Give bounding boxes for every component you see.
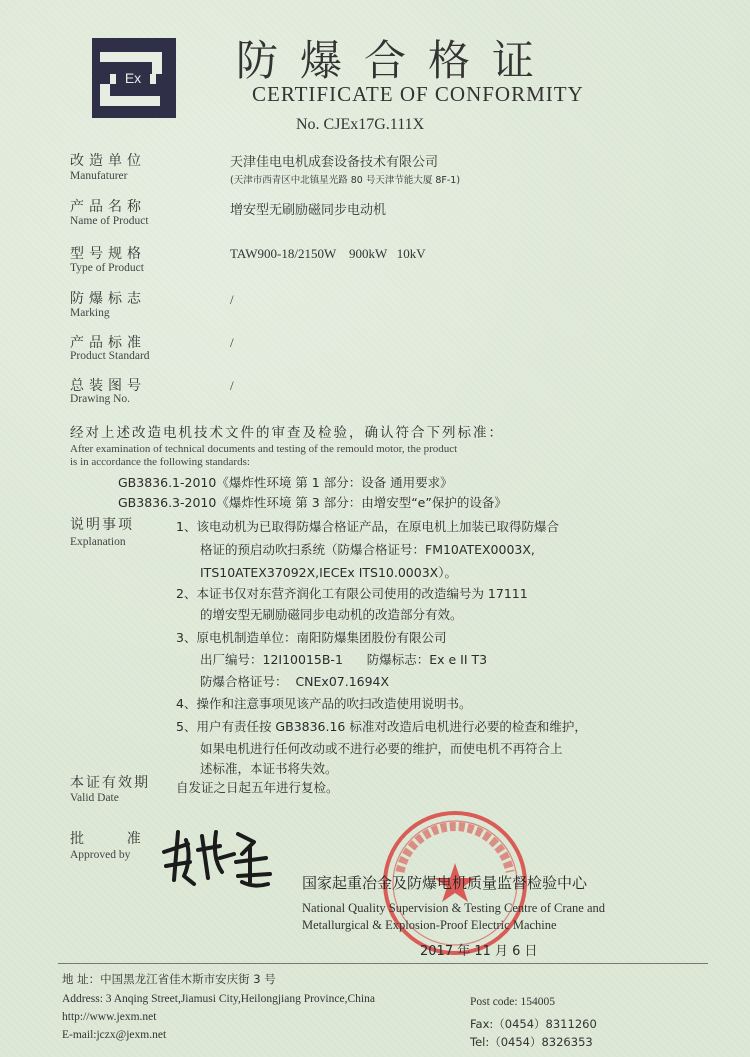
marking-label-cn: 防爆标志	[70, 291, 146, 307]
product-type-label-cn: 型号规格	[70, 246, 146, 262]
product-name-label-en: Name of Product	[70, 215, 149, 227]
validity-label-en: Valid Date	[70, 792, 119, 804]
issue-date: 2017 年 11 月 6 日	[420, 944, 538, 959]
explanation-line-8: 防爆合格证号： CNEx07.1694X	[200, 674, 390, 689]
certificate-title-cn: 防爆合格证	[236, 36, 557, 85]
product-type-value: TAW900-18/2150W 900kW 10kV	[230, 246, 426, 261]
certificate-title-en: CERTIFICATE OF CONFORMITY	[252, 82, 584, 106]
validity-value: 自发证之日起五年进行复检。	[176, 780, 339, 795]
inspection-statement-cn: 经对上述改造电机技术文件的审查及检验，确认符合下列标准：	[70, 425, 504, 441]
explanation-line-12: 述标准，本证书将失效。	[200, 761, 338, 776]
signature	[158, 818, 278, 890]
explanation-line-1: 1、该电动机为已取得防爆合格证产品，在原电机上加装已取得防爆合	[176, 519, 559, 534]
manufacturer-value: 天津佳电电机成套设备技术有限公司	[230, 155, 439, 170]
ex-logo-graphic	[92, 38, 176, 118]
drawing-no-value: /	[230, 378, 234, 393]
explanation-line-11: 如果电机进行任何改动或不进行必要的维护，而使电机不再符合上	[200, 741, 563, 756]
inspection-statement-en-2: is in accordance the following standards:	[70, 456, 250, 468]
product-standard-label-en: Product Standard	[70, 350, 150, 362]
product-name-label-cn: 产品名称	[70, 199, 146, 215]
footer-email[interactable]: E-mail:jczx@jexm.net	[62, 1029, 167, 1041]
explanation-line-3: ITS10ATEX37092X,IECEx ITS10.0003X）。	[200, 565, 457, 580]
footer-divider	[58, 963, 708, 964]
explanation-line-6: 3、原电机制造单位：南阳防爆集团股份有限公司	[176, 630, 447, 645]
footer-website[interactable]: http://www.jexm.net	[62, 1011, 157, 1023]
ex-logo-text: Ex	[124, 70, 142, 86]
explanation-line-7: 出厂编号：12I10015B-1 防爆标志：Ex e II T3	[200, 652, 488, 667]
explanation-line-4: 2、本证书仅对东营齐润化工有限公司使用的改造编号为 17111	[176, 586, 528, 601]
ex-logo	[92, 38, 176, 118]
explanation-label-en: Explanation	[70, 536, 126, 548]
footer-address-cn: 地 址：中国黑龙江省佳木斯市安庆街 3 号	[62, 972, 276, 986]
product-type-label-en: Type of Product	[70, 262, 144, 274]
explanation-label-cn: 说明事项	[70, 517, 134, 533]
drawing-no-label-cn: 总装图号	[70, 378, 146, 394]
manufacturer-label-cn: 改造单位	[70, 153, 146, 169]
footer-address-en: Address: 3 Anqing Street,Jiamusi City,Heilongjiang Province,China	[62, 993, 375, 1005]
explanation-line-5: 的增安型无刷励磁同步电动机的改造部分有效。	[200, 607, 463, 622]
issuer-name-en-2: Metallurgical & Explosion-Proof Electric Machine	[302, 918, 557, 932]
product-standard-label-cn: 产品标准	[70, 335, 146, 351]
manufacturer-label-en: Manufaturer	[70, 170, 128, 182]
marking-value: /	[230, 292, 234, 307]
issuer-name-en-1: National Quality Supervision & Testing Centre of Crane and	[302, 901, 606, 915]
product-name-value: 增安型无刷励磁同步电动机	[230, 203, 387, 218]
manufacturer-address: (天津市西青区中北镇星光路 80 号天津节能大厦 8F-1)	[230, 175, 461, 186]
drawing-no-label-en: Drawing No.	[70, 393, 131, 405]
footer-postcode: Post code: 154005	[470, 996, 555, 1008]
marking-label-en: Marking	[70, 307, 110, 319]
product-standard-value: /	[230, 335, 234, 350]
approval-label-cn: 批 准	[70, 831, 146, 847]
explanation-line-10: 5、用户有责任按 GB3836.16 标准对改造后电机进行必要的检查和维护，	[176, 719, 587, 734]
explanation-line-2: 格证的预启动吹扫系统（防爆合格证号：FM10ATEX0003X,	[200, 542, 535, 557]
footer-fax: Fax:（0454）8311260	[470, 1017, 597, 1031]
validity-label-cn: 本证有效期	[70, 775, 150, 791]
footer-tel: Tel:（0454）8326353	[470, 1035, 593, 1049]
certificate-number: No. CJEx17G.111X	[296, 116, 425, 133]
approval-label-en: Approved by	[70, 849, 131, 861]
standard-1: GB3836.1-2010《爆炸性环境 第 1 部分：设备 通用要求》	[118, 475, 453, 490]
issuer-name-cn: 国家起重冶金及防爆电机质量监督检验中心	[302, 874, 588, 892]
inspection-statement-en-1: After examination of technical documents and testing of the remould motor, the product	[70, 443, 458, 455]
standard-2: GB3836.3-2010《爆炸性环境 第 3 部分：由增安型“e”保护的设备》	[118, 495, 507, 510]
explanation-line-9: 4、操作和注意事项见该产品的吹扫改造使用说明书。	[176, 696, 472, 711]
